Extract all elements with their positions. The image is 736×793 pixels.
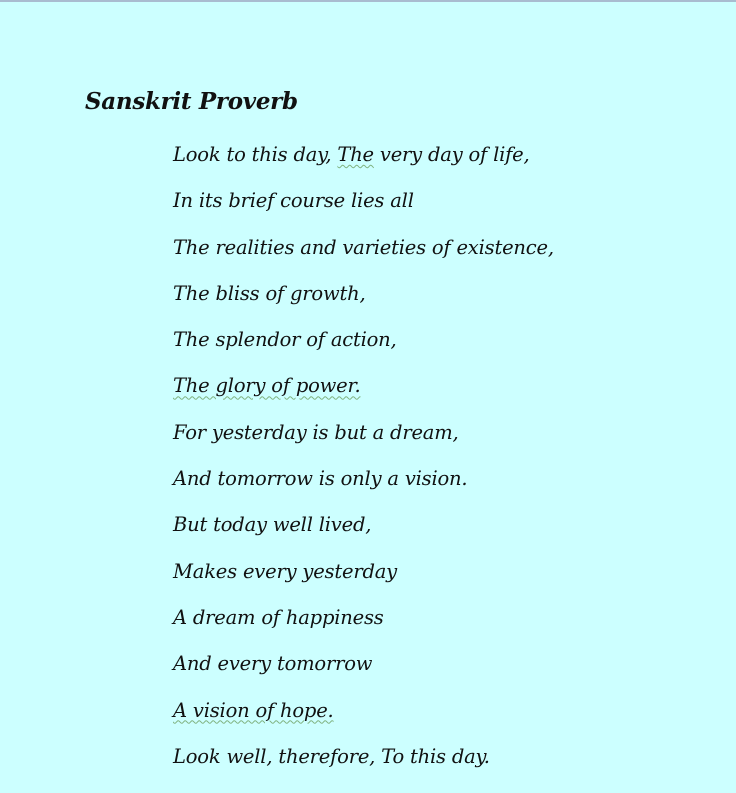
grammar-flag: The <box>337 143 374 166</box>
poem-line: The realities and varieties of existence, <box>173 235 554 259</box>
poem-line: Look to this day, The very day of life, <box>173 143 530 166</box>
poem-line: And tomorrow is only a vision. <box>173 467 468 491</box>
poem-line: Makes every yesterday <box>173 559 397 583</box>
grammar-flag: The glory of power. <box>173 374 361 398</box>
poem-line: The bliss of growth, <box>173 281 366 305</box>
poem-line: And every tomorrow <box>173 652 373 676</box>
poem-body <box>173 141 554 789</box>
document-title: Sanskrit Proverb <box>85 88 298 115</box>
poem-line: In its brief course lies all <box>173 189 414 213</box>
poem-line <box>173 697 554 743</box>
poem-line: Look well, therefore, To this day. <box>173 744 490 768</box>
poem-line: For yesterday is but a dream, <box>173 420 459 444</box>
poem-line: But today well lived, <box>173 513 372 537</box>
poem-line <box>173 372 554 418</box>
poem-line: The splendor of action, <box>173 328 397 352</box>
poem-line: A dream of happiness <box>173 605 384 629</box>
grammar-flag: A vision of hope. <box>173 698 334 722</box>
